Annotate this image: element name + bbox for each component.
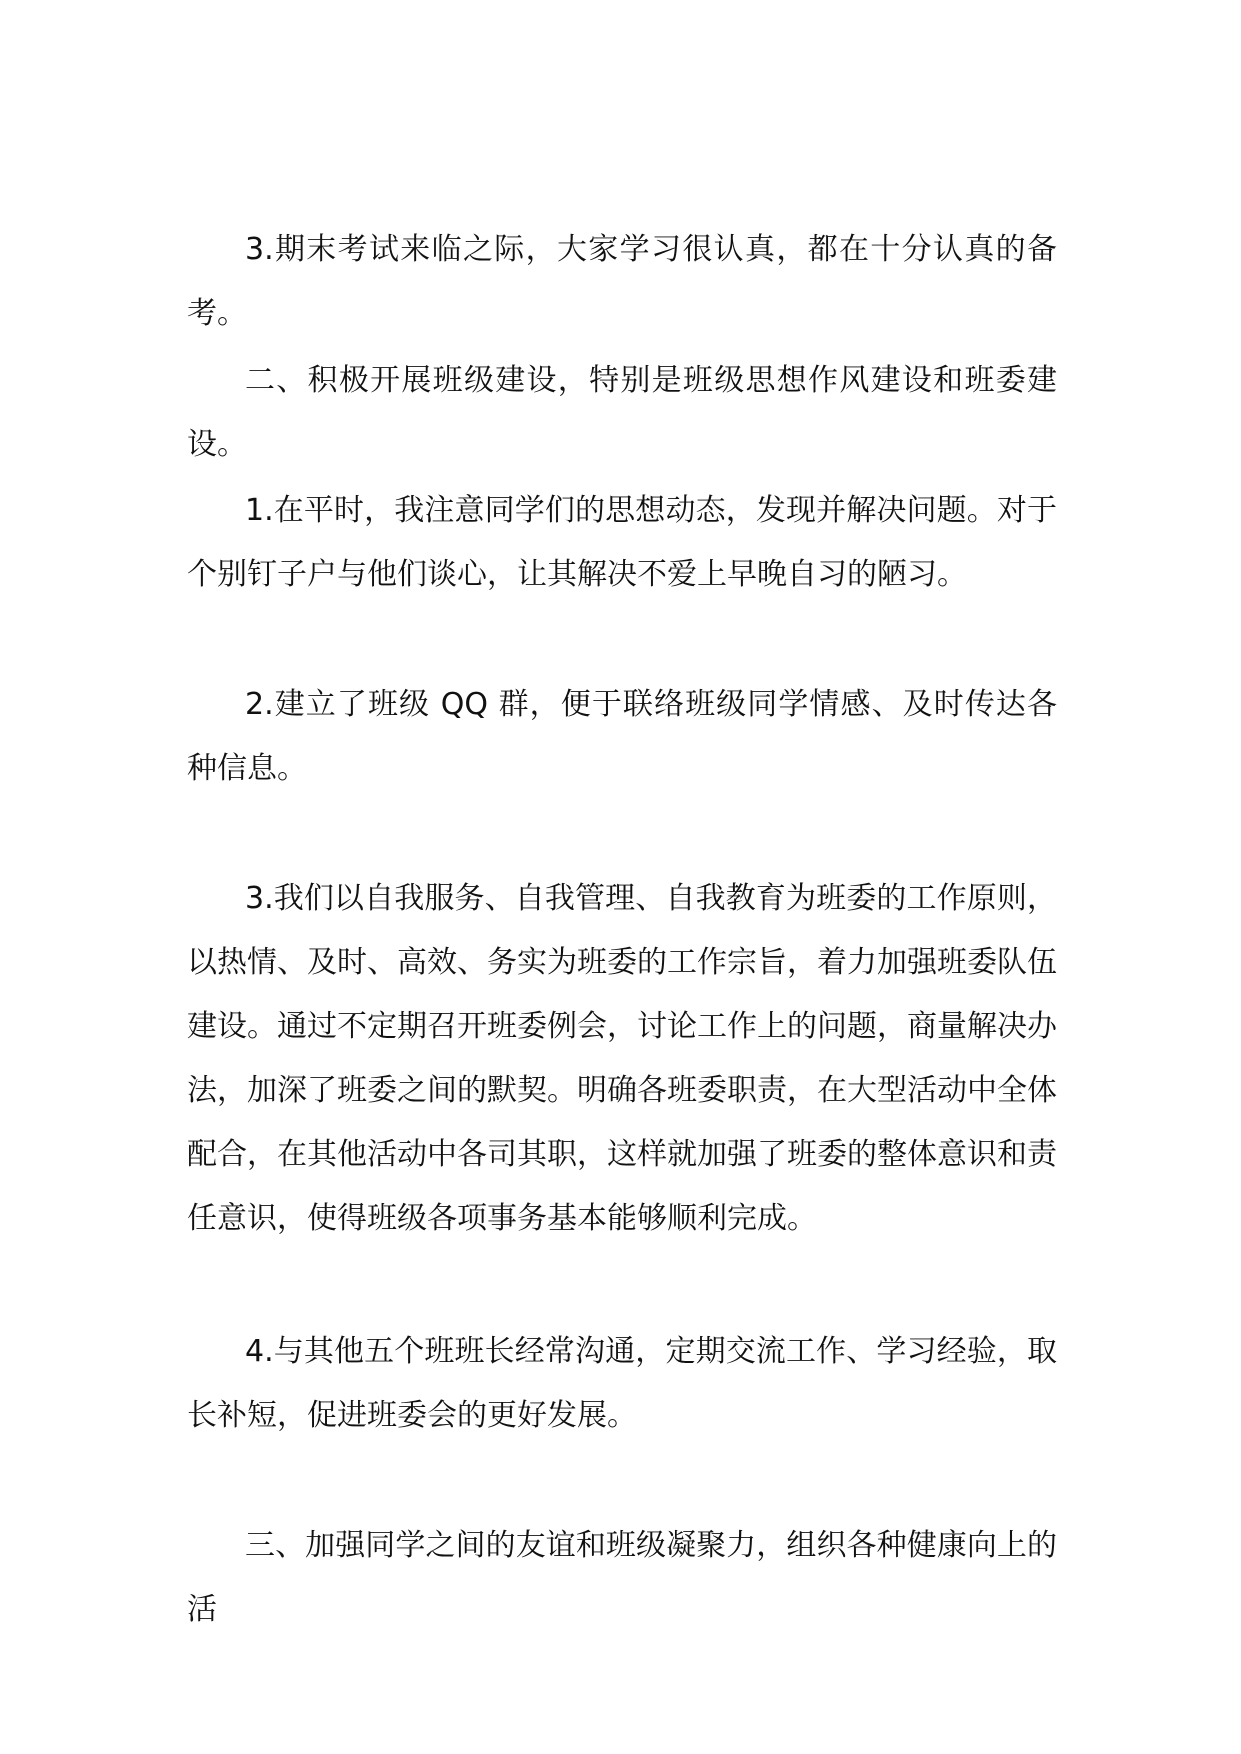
paragraph-committee-principles: 3.我们以自我服务、自我管理、自我教育为班委的工作原则，以热情、及时、高效、务实为班委的工作宗旨，着力加强班委队伍建设。通过不定期召开班委例会，讨论工作上的问题，商量解决办法，加深了班委之间的默契。明确各班委职责，在大型活动中全体配合，在其他活动中各司其职，这样就加强了班委的整体意识和责任意识，使得班级各项事务基本能够顺利完成。	[187, 881, 1057, 1236]
paragraph-qq-group: 2.建立了班级 QQ 群，便于联络班级同学情感、及时传达各种信息。	[187, 687, 1057, 786]
paragraph-exam-preparation: 3.期末考试来临之际，大家学习很认真，都在十分认真的备考。	[187, 232, 1057, 331]
section-heading-class-building: 二、积极开展班级建设，特别是班级思想作风建设和班委建设。	[187, 363, 1057, 462]
paragraph-student-thoughts: 1.在平时，我注意同学们的思想动态，发现并解决问题。对于个别钉子户与他们谈心，让其解决不爱上早晚自习的陋习。	[187, 493, 1057, 592]
section-heading-friendship: 三、加强同学之间的友谊和班级凝聚力，组织各种健康向上的活	[187, 1528, 1057, 1627]
paragraph-monitor-communication: 4.与其他五个班班长经常沟通，定期交流工作、学习经验，取长补短，促进班委会的更好发展。	[187, 1334, 1057, 1433]
